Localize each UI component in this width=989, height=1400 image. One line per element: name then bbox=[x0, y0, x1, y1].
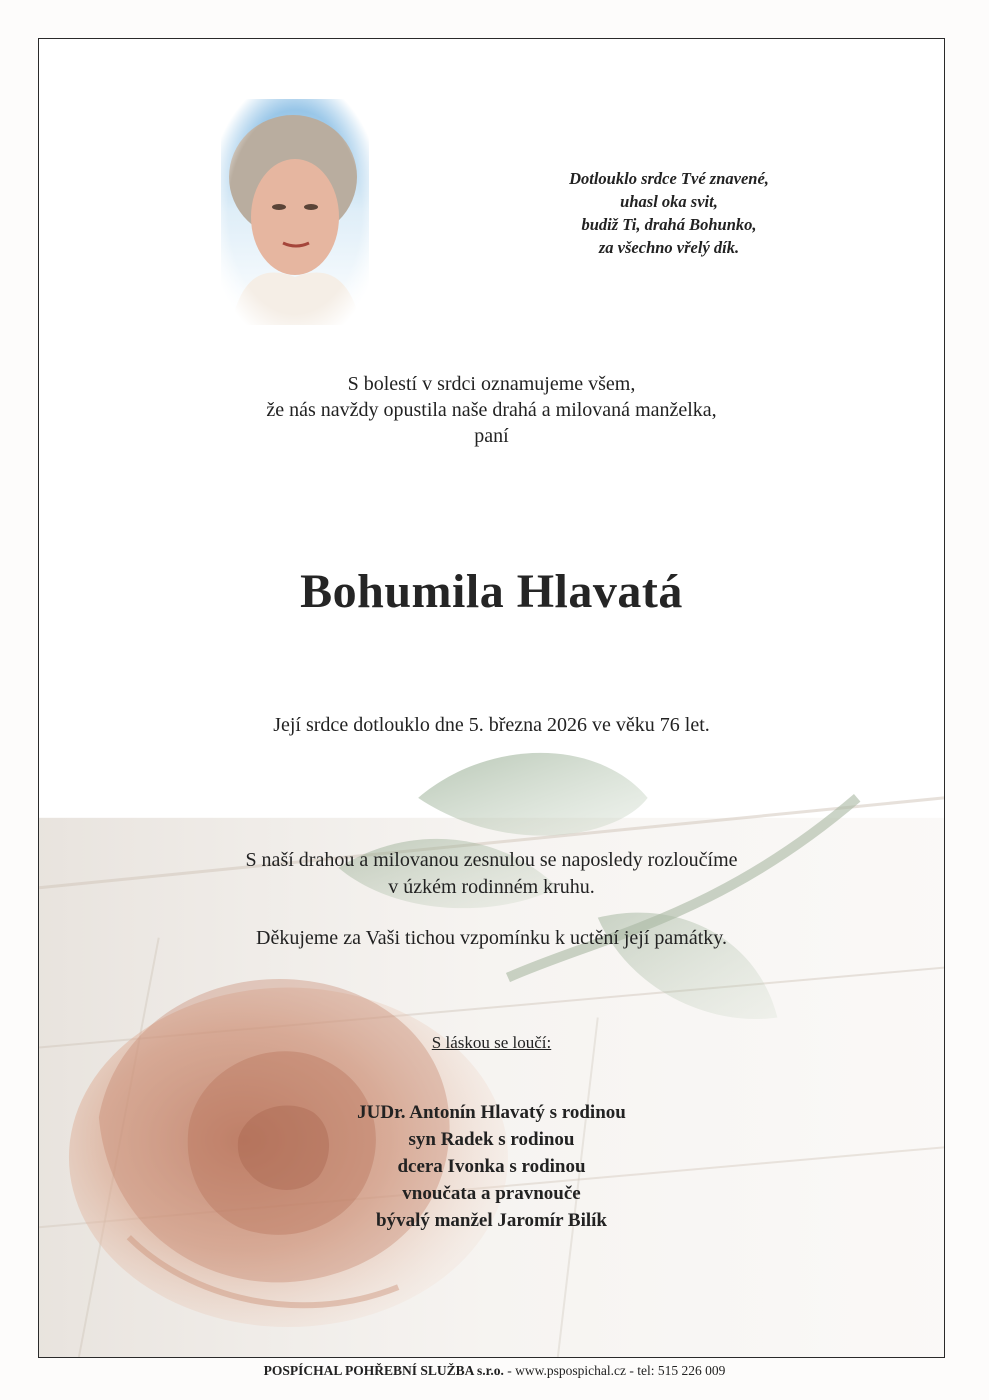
poem-line: Dotlouklo srdce Tvé znavené, bbox=[569, 169, 769, 188]
poem-line: za všechno vřelý dík. bbox=[598, 238, 740, 257]
mourner-item: syn Radek s rodinou bbox=[408, 1129, 575, 1150]
mourners-heading-label: S láskou se loučí: bbox=[431, 1033, 552, 1052]
mourners-heading bbox=[39, 1033, 944, 1053]
notice-frame bbox=[38, 38, 945, 1358]
mourner-item: JUDr. Antonín Hlavatý s rodinou bbox=[357, 1102, 626, 1123]
mourner-item: bývalý manžel Jaromír Bilík bbox=[376, 1210, 607, 1231]
farewell-line: S naší drahou a milovanou zesnulou se naposledy rozloučíme bbox=[245, 849, 738, 871]
announcement-line: paní bbox=[474, 425, 509, 447]
poem-line: uhasl oka svit, bbox=[620, 192, 718, 211]
footer-contact: - www.pspospichal.cz - tel: 515 226 009 bbox=[503, 1363, 726, 1378]
mourner-item: dcera Ivonka s rodinou bbox=[397, 1156, 586, 1177]
thanks-text: Děkujeme za Vaši tichou vzpomínku k uctění její památky. bbox=[256, 927, 727, 949]
announcement-line: že nás navždy opustila naše drahá a milovaná manželka, bbox=[266, 399, 717, 421]
footer-company: POSPÍCHAL POHŘEBNÍ SLUŽBA s.r.o. bbox=[263, 1363, 504, 1378]
portrait-photo bbox=[221, 99, 369, 325]
mourner-item: vnoučata a pravnouče bbox=[402, 1183, 581, 1204]
funeral-service-footer bbox=[0, 1363, 989, 1379]
farewell-text bbox=[39, 847, 944, 901]
deceased-name: Bohumila Hlavatá bbox=[300, 565, 683, 618]
poem-line: budiž Ti, drahá Bohunko, bbox=[581, 215, 757, 234]
farewell-line: v úzkém rodinném kruhu. bbox=[388, 876, 595, 898]
announcement-line: S bolestí v srdci oznamujeme všem, bbox=[347, 373, 636, 395]
mourners-list bbox=[39, 1099, 944, 1234]
memorial-poem bbox=[509, 167, 829, 259]
death-date-text: Její srdce dotlouklo dne 5. března 2026 ve věku 76 let. bbox=[273, 714, 710, 736]
announcement-text bbox=[39, 371, 944, 449]
